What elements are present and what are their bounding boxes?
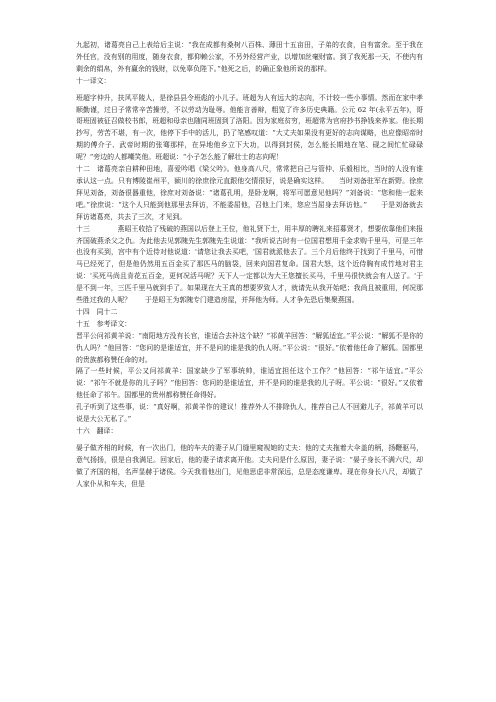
heading-14: 十四 同十二 bbox=[76, 307, 118, 316]
paragraph-12-zhuge-liang: 十二 诸葛亮亲自耕种田地，喜爱吟唱《梁父吟》。他身高八尺，常常把自己与管仲、乐毅相比，当时的人没有谁承认这一点。只有博陵崔州平，颍川的徐庶徐元直跟他交情很好，说是确实这样。 当时刘备驻军在新野。徐庶拜见刘备，刘备很器重他，徐庶对刘备说：“诸葛孔明，是卧龙啊，将军可愿意见他吗？”刘备说：“您和他一起来吧。”徐庶说：“这个人只能到他那里去拜访，不能委屈他，召他上门来，您应当屈身去拜访他。” 于是刘备就去拜访诸葛亮，共去了三次，才见到。 bbox=[76, 165, 423, 221]
paragraph-15-confucius-comment: 孔子听到了这些事，说：“真好啊，祁黄羊作的建议！推荐外人不排除仇人，推荐自己人不回避儿子，祁黄羊可以说是大公无私了。” bbox=[76, 403, 423, 424]
heading-15-reference-translation: 十五 参考译文： bbox=[76, 319, 132, 328]
paragraph-9-zhuge-liang-memorial: 九起初，诸葛亮自己上表给后主说：“我在成都有桑树八百株、薄田十五亩田，子弟的衣食，自有富余。至于我在外任官，没有别的用度，随身衣食，都仰赖公家，不另外经营产业，以增加丝毫财富。到了我死那一天，不使内有剩余的绢帛，外有赢余的钱财，以免辜负陛下。”他死之后，的确正象他所说的那样。 bbox=[76, 41, 423, 73]
paragraph-15-qi-huangyang-2: 隔了一些时候，平公又问祁黄羊：国家缺少了军事统帅，谁适宜担任这个工作？”他回答：“祁午适宜。”平公说：“祁午不就是你的儿子吗？”他回答：您问的是谁适宜，并不是问的谁是我的儿子呀。平公说：“很好。”又依着他任命了祁午。国都里的贵州都称赞任命得好。 bbox=[76, 367, 423, 400]
paragraph-16-yanzi-driver: 晏子做齐相的时候，有一次出门，他的车夫的妻子从门缝里窥视她的丈夫：他的丈夫拖着大伞盖的柄，扬鞭驱马，意气扬扬，很是自我满足。回家后，他的妻子请求离开他。丈夫问是什么原因，妻子说：“晏子身长不满六尺，却做了齐国的相，名声显赫于诸侯。今天我看他出门，见他思虑非常深远，总是态度谦卑。现在你身长八尺，却做了人家仆从和车夫，但是 bbox=[76, 443, 423, 488]
paragraph-13-guo-wei: 十三 燕昭王收拾了残破的燕国以后登上王位，他礼贤下士，用丰厚的聘礼来招募贤才，想要依靠他们来报齐国破燕杀父之仇。为此他去见郭隗先生郭隗先生说道：“我听说古时有一位国君想用千金求购千里马，可是三年也没有买到，宫中有个近侍对他说道：'请您让我去买吧，'国君就派他去了。三个月后他终于找到了千里马，可惜马已经死了，但是他仍然用五百金买了那匹马的脑袋，回来向国君复命。国君大怒，这个近侍胸有成竹地对君主说：'买死马尚且肯花五百金，更何况活马呢？天下人一定都以为大王您擅长买马，千里马很快就会有人送了。'于是不到一年，三匹千里马就到手了。如果现在大王真的想要罗致人才，就请先从我开始吧；我尚且被重用，何况那些胜过我的人呢？ 于是昭王为郭隗专门建造房屋，并拜他为师。人才争先恐后集聚燕国。 bbox=[76, 224, 423, 305]
heading-16-translation: 十六 翻译： bbox=[76, 427, 118, 435]
heading-11-translation: 十一译文： bbox=[76, 76, 111, 85]
paragraph-11-ban-chao: 班超字仲升，扶风平陵人，是徐县县令班彪的小儿子。班超为人有远大的志向，不计较一些小事情。然而在家中孝顺勤谨，过日子常常辛苦操劳，不以劳动为耻辱。他能言善辩，粗览了许多历史典籍。公元 62 年(永平五年)，哥哥班固被征召做校书郎，班超和母亲也随同班固到了洛阳。因为家庭贫穷，班超常为官府抄书挣钱来养家。他长期抄写，劳苦不堪，有一次，他停下手中的活儿，扔了笔感叹道：“大丈夫如果没有更好的志向谋略，也应像昭帝时期的傅介子、武帝时期的张骞那样，在异地他乡立下大功，以得到封侯，怎么能长期地在笔、砚之间忙忙碌碌呢？”旁边的人都嘲笑他。班超说：“小子怎么能了解壮士的志向呢！ bbox=[76, 93, 423, 162]
paragraph-15-qi-huangyang-1: 晋平公问祁黄羊说：“南阳地方没有长官，谁适合去补这个缺？”祁黄羊回答：“解狐适宜。”平公说：“解狐不是你的仇人吗？”他回答：“您问的是谁适宜，并不是问的谁是我的仇人呀。”平公说：“很好。”依着他任命了解狐。国都里的贵族都称赞任命的对。 bbox=[76, 331, 423, 364]
document-body bbox=[0, 40, 496, 491]
